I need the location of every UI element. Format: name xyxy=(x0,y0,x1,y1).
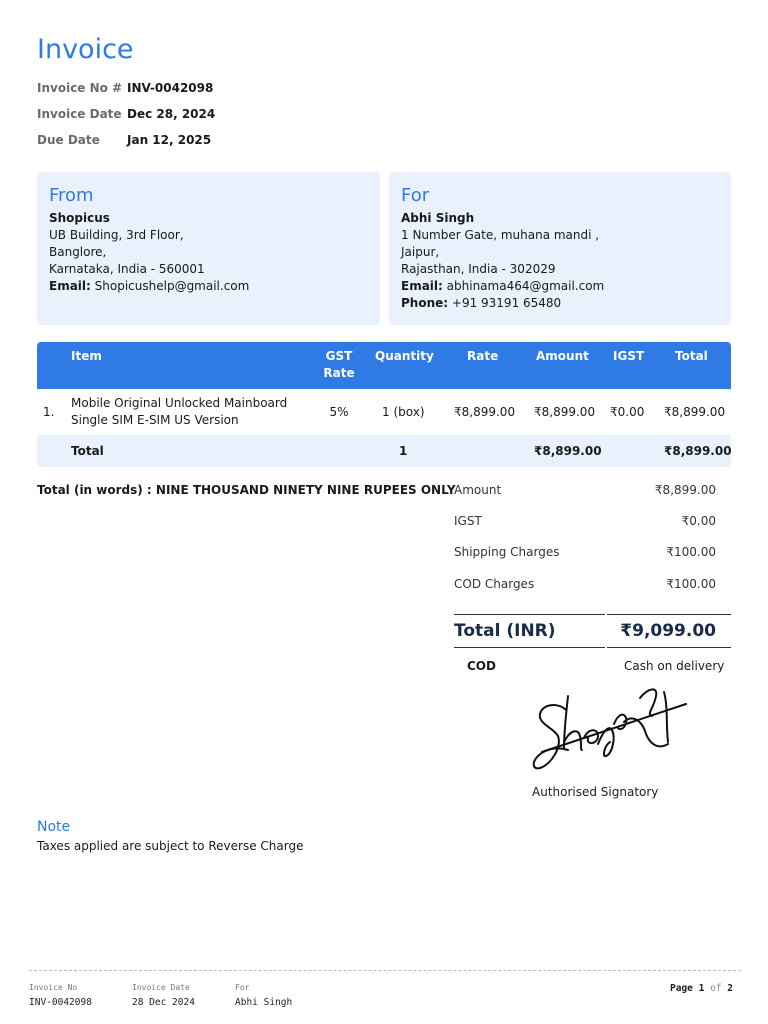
summary-value: ₹100.00 xyxy=(666,545,716,559)
row-quantity: 1 (box) xyxy=(382,405,425,419)
grand-total xyxy=(454,614,731,648)
footer-value: 28 Dec 2024 xyxy=(132,997,195,1008)
footer-label: Invoice No xyxy=(29,983,78,992)
meta-value: Dec 28, 2024 xyxy=(127,107,216,121)
meta-label: Invoice No # xyxy=(37,81,123,95)
from-email xyxy=(49,278,368,295)
email-label: Email: xyxy=(49,279,91,293)
for-address-line: 1 Number Gate, muhana mandi , xyxy=(401,228,600,242)
summary-label: Shipping Charges xyxy=(454,545,560,559)
meta-label: Invoice Date xyxy=(37,107,122,121)
summary-label: Amount xyxy=(454,483,502,497)
footer-for xyxy=(235,983,292,1008)
summary-value: ₹8,899.00 xyxy=(654,483,716,497)
col-amount: Amount xyxy=(536,349,589,363)
footer-invoice-date xyxy=(132,983,195,1008)
for-name: Abhi Singh xyxy=(401,211,475,225)
for-address-line: Jaipur, xyxy=(401,245,440,259)
summary-igst xyxy=(454,514,716,528)
summary-value: ₹100.00 xyxy=(666,577,716,591)
phone-label: Phone: xyxy=(401,296,449,310)
col-rate: Rate xyxy=(467,349,499,363)
footer-value: INV-0042098 xyxy=(29,997,92,1008)
email-label: Email: xyxy=(401,279,443,293)
total-quantity: 1 xyxy=(399,444,408,458)
row-rate: ₹8,899.00 xyxy=(454,405,516,419)
grand-total-value: ₹9,099.00 xyxy=(620,621,716,641)
total-in-words: Total (in words) : NINE THOUSAND NINETY NINE RUPEES ONLY xyxy=(37,483,456,497)
col-igst: IGST xyxy=(613,349,645,363)
for-phone xyxy=(401,295,719,312)
from-email-value: Shopicushelp@gmail.com xyxy=(94,279,250,293)
from-name: Shopicus xyxy=(49,211,110,225)
page-indicator xyxy=(670,983,733,994)
meta-due-date xyxy=(37,133,211,147)
col-gst-line1: GST xyxy=(325,349,353,363)
summary-label: IGST xyxy=(454,514,482,528)
from-address-line: Karnataka, India - 560001 xyxy=(49,262,205,276)
footer-label: Invoice Date xyxy=(132,983,190,992)
payment-method: COD xyxy=(467,659,496,673)
signature-image xyxy=(528,684,693,776)
meta-label: Due Date xyxy=(37,133,100,147)
summary-cod xyxy=(454,577,716,591)
page-current: 1 xyxy=(698,983,705,994)
meta-value: Jan 12, 2025 xyxy=(127,133,212,147)
row-item-line1: Mobile Original Unlocked Mainboard xyxy=(71,396,288,410)
grand-total-label: Total (INR) xyxy=(454,621,556,641)
row-gst: 5% xyxy=(329,405,349,419)
from-panel xyxy=(37,172,380,325)
col-gst xyxy=(319,348,359,382)
table-total-row xyxy=(37,436,731,467)
summary-amount xyxy=(454,483,716,497)
row-index: 1. xyxy=(43,405,55,419)
meta-invoice-no xyxy=(37,81,213,95)
from-heading: From xyxy=(49,185,94,206)
col-item: Item xyxy=(71,349,102,363)
summary-shipping xyxy=(454,545,716,559)
col-quantity: Quantity xyxy=(375,349,434,363)
from-address-line: UB Building, 3rd Floor, xyxy=(49,228,184,242)
for-heading: For xyxy=(401,185,430,206)
signature-caption: Authorised Signatory xyxy=(532,785,659,799)
note-heading: Note xyxy=(37,819,71,835)
for-email xyxy=(401,278,719,295)
total-total: ₹8,899.00 xyxy=(664,444,732,458)
for-email-value: abhinama464@gmail.com xyxy=(446,279,605,293)
page-of: of xyxy=(710,983,722,994)
footer-invoice-no xyxy=(29,983,92,1008)
divider xyxy=(605,614,607,648)
row-igst: ₹0.00 xyxy=(610,405,645,419)
footer-value: Abhi Singh xyxy=(235,997,293,1008)
page-label: Page xyxy=(669,983,693,994)
for-panel xyxy=(389,172,731,325)
invoice-title: Invoice xyxy=(37,34,134,65)
summary-label: COD Charges xyxy=(454,577,535,591)
note-text: Taxes applied are subject to Reverse Charge xyxy=(37,839,304,853)
meta-invoice-date xyxy=(37,107,215,121)
page-total: 2 xyxy=(727,983,733,994)
col-gst-line2: Rate xyxy=(323,366,355,380)
for-phone-value: +91 93191 65480 xyxy=(451,296,562,310)
row-total: ₹8,899.00 xyxy=(664,405,726,419)
for-address-line: Rajasthan, India - 302029 xyxy=(401,262,556,276)
summary-value: ₹0.00 xyxy=(681,514,716,528)
table-header xyxy=(37,342,731,389)
payment-description: Cash on delivery xyxy=(624,659,725,673)
total-amount: ₹8,899.00 xyxy=(534,444,602,458)
footer-label: For xyxy=(235,983,250,992)
meta-value: INV-0042098 xyxy=(127,81,214,95)
total-label: Total xyxy=(71,444,104,458)
from-address-line: Banglore, xyxy=(49,245,107,259)
table-row xyxy=(37,389,731,436)
row-item xyxy=(71,395,287,429)
footer-divider xyxy=(29,970,741,971)
row-item-line2: Single SIM E-SIM US Version xyxy=(71,413,239,427)
row-amount: ₹8,899.00 xyxy=(534,405,596,419)
items-table xyxy=(37,342,731,467)
col-total: Total xyxy=(675,349,708,363)
